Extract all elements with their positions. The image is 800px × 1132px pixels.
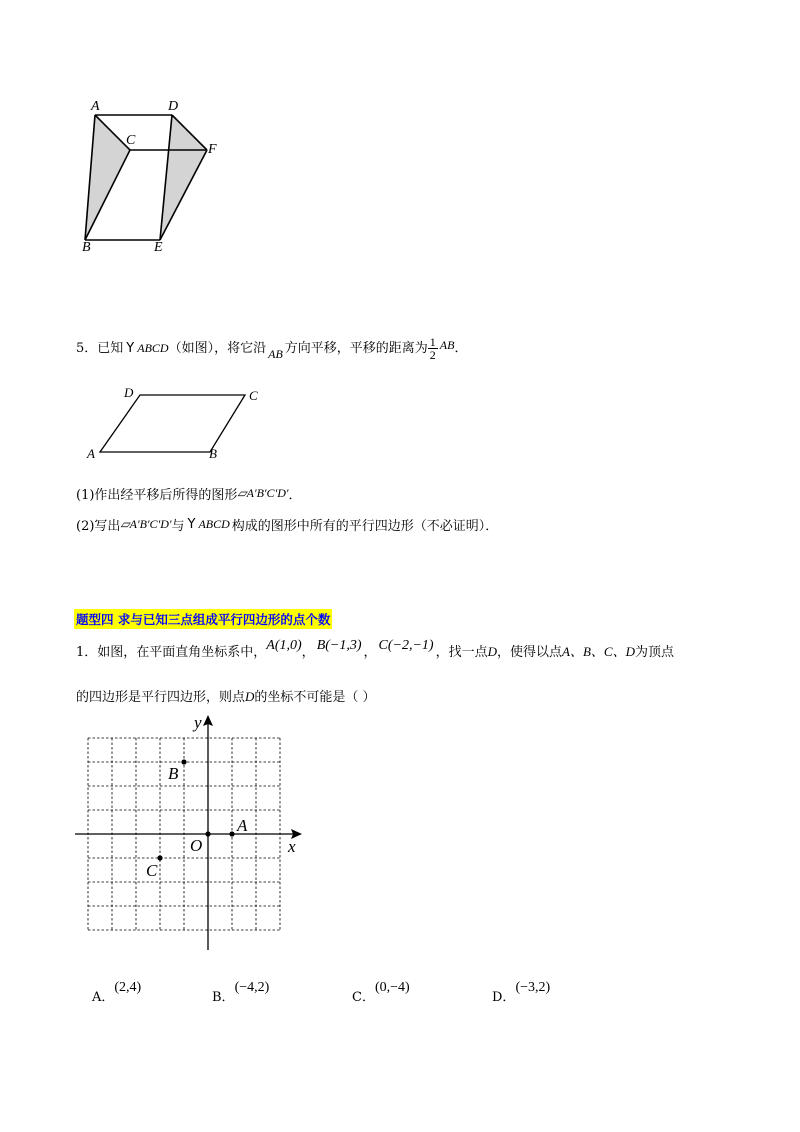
question1-text: ， <box>301 645 315 660</box>
graph-point-label-c: C <box>146 861 158 880</box>
abcd-label: ABCD <box>198 517 230 531</box>
option-value: (2,4) <box>114 980 142 995</box>
origin-label: O <box>190 836 203 855</box>
question1-text: 为顶点 <box>634 645 674 660</box>
option-b[interactable] <box>212 976 270 1005</box>
ab-label: AB <box>268 347 283 361</box>
part2-text: (2)写出 <box>76 519 121 534</box>
parallelogram-figure <box>85 385 265 465</box>
problem5-statement <box>76 336 467 361</box>
prism-label-e: E <box>154 240 163 255</box>
option-letter: D． <box>492 990 516 1005</box>
option-value: (0,−4) <box>374 980 410 995</box>
part1-text: (1)作出经平移后所得的图形 <box>76 488 238 503</box>
option-value: (−4,2) <box>234 980 270 995</box>
para-label-c: C <box>249 388 258 403</box>
problem-number: 5． <box>76 341 98 356</box>
point-a-dot <box>229 831 234 836</box>
section-heading: 题型四 求与已知三点组成平行四边形的点个数 <box>74 609 332 629</box>
parallelogram-prime-label: ▱A′B′C′D′ <box>237 486 289 500</box>
question1-text: 1．如图，在平面直角坐标系中， <box>76 645 267 660</box>
question1-text: ，找一点 <box>435 645 488 660</box>
graph-point-label-a: A <box>237 816 248 835</box>
point-d-label: D <box>487 644 497 659</box>
option-letter: B． <box>212 990 235 1005</box>
fraction-denominator: 2 <box>429 348 436 362</box>
ab-label: AB <box>439 338 455 352</box>
x-axis-label: x <box>288 837 296 856</box>
question1-line2 <box>76 690 376 704</box>
part1-text: ． <box>288 488 302 503</box>
abcd-label: ABCD <box>137 341 169 355</box>
problem5-text: （如图），将它沿 <box>168 341 267 356</box>
coordinate-grid-figure <box>60 710 320 960</box>
option-d[interactable] <box>492 976 551 1005</box>
vertex-list: A、B、C、D <box>562 644 635 659</box>
prism-label-b: B <box>82 240 91 255</box>
prism-label-a: A <box>91 99 100 114</box>
option-letter: A． <box>92 990 115 1005</box>
problem5-part1 <box>76 486 302 503</box>
point-o-dot <box>205 831 210 836</box>
point-b-dot <box>181 759 186 764</box>
option-a[interactable] <box>92 976 142 1005</box>
question1-text: 的坐标不可能是（ ） <box>254 690 376 705</box>
part2-text: 构成的图形中所有的平行四边形（不必证明）． <box>231 519 499 534</box>
point-c-dot <box>157 855 162 860</box>
point-b-coord: B(−1,3) <box>316 638 362 653</box>
parallelogram-prime-label: ▱A′B′C′D′ <box>120 517 172 531</box>
para-label-a: A <box>87 446 95 461</box>
option-letter: C． <box>352 990 375 1005</box>
option-c[interactable] <box>352 976 410 1005</box>
prism-label-f: F <box>208 142 217 157</box>
problem5-text: 方向平移，平移的距离为 <box>284 341 428 356</box>
question1-text: 的四边形是平行四边形，则点 <box>76 690 246 705</box>
point-a-coord: A(1,0) <box>266 638 302 653</box>
problem5-text: ． <box>454 341 468 356</box>
graph-point-label-b: B <box>168 764 179 783</box>
question1-text: ，使得以点 <box>497 645 563 660</box>
question1-text: ， <box>363 645 377 660</box>
question1-line1 <box>76 638 674 660</box>
point-d-label: D <box>245 689 255 704</box>
fraction-numerator: 1 <box>429 335 436 349</box>
parallelogram-symbol: Y <box>126 341 135 356</box>
point-c-coord: C(−2,−1) <box>378 638 434 653</box>
para-label-d: D <box>124 385 134 400</box>
option-value: (−3,2) <box>515 980 551 995</box>
fraction-half <box>428 336 438 361</box>
part2-text: 与 <box>171 519 185 534</box>
prism-label-c: C <box>126 133 136 148</box>
prism-label-d: D <box>168 99 179 114</box>
para-label-b: B <box>209 446 217 461</box>
problem5-part2 <box>76 517 499 534</box>
problem5-text: 已知 <box>97 341 124 356</box>
y-axis-label: y <box>194 713 202 732</box>
parallelogram-symbol: Y <box>187 517 196 532</box>
